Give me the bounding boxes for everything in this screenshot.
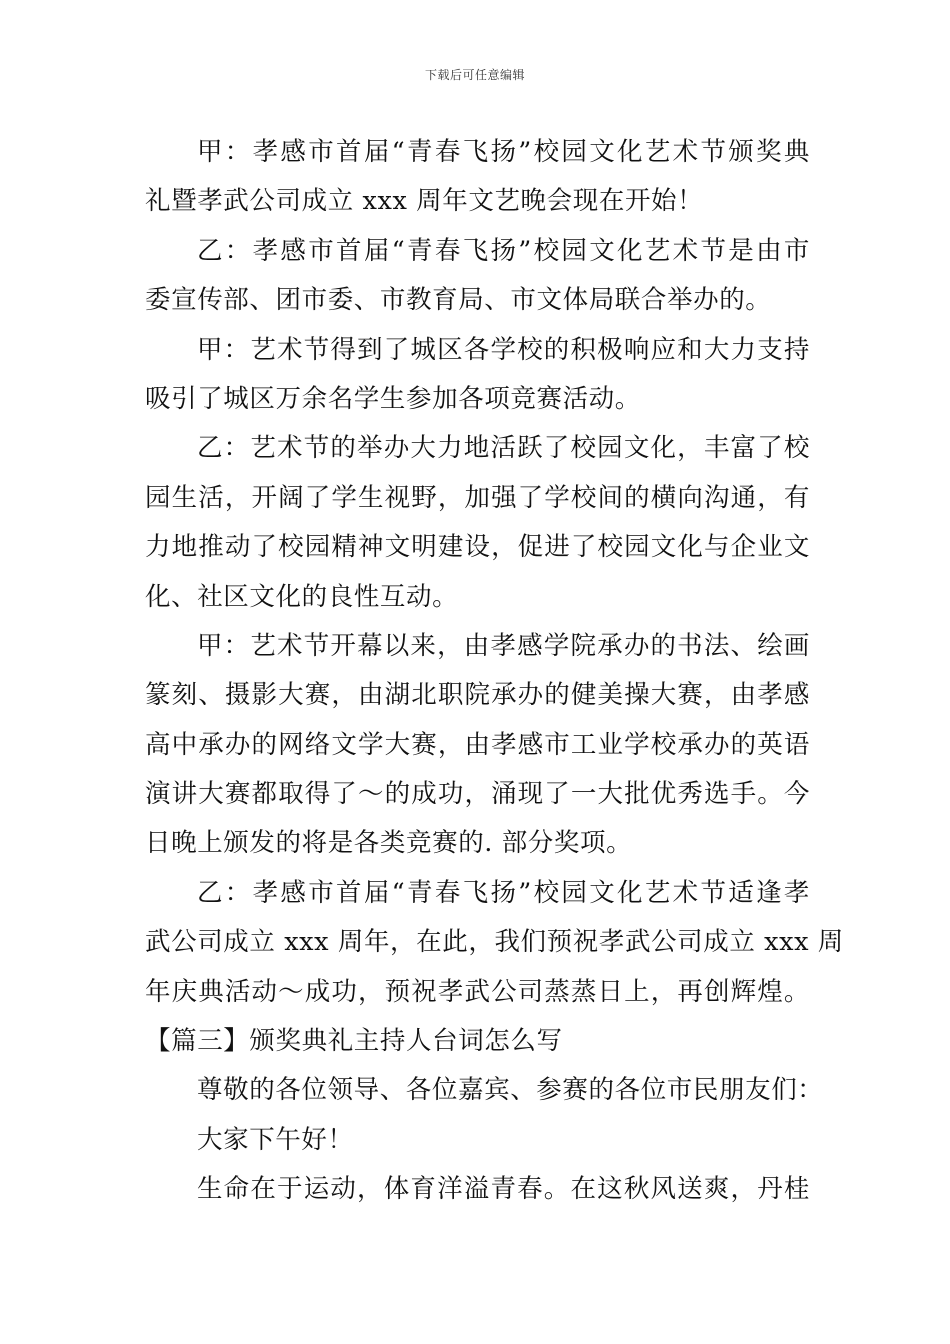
paragraph-line: 吸引了城区万余名学生参加各项竞赛活动。 [145,383,641,414]
paragraph-line: 委宣传部、团市委、市教育局、市文体局联合举办的。 [145,285,772,316]
paragraph-line: 年庆典活动～成功，预祝孝武公司蒸蒸日上，再创辉煌。 [145,976,810,1007]
paragraph-line: 篆刻、摄影大赛，由湖北职院承办的健美操大赛，由孝感 [145,680,810,711]
paragraph-line: 高中承办的网络文学大赛，由孝感市工业学校承办的英语 [145,729,810,760]
paragraph-line: 乙：孝感市首届“青春飞扬”校园文化艺术节是由市 [197,235,810,266]
paragraph-line: 武公司成立 xxx 周年，在此，我们预祝孝武公司成立 xxx 周 [145,927,844,958]
paragraph-line: 演讲大赛都取得了～的成功，涌现了一大批优秀选手。今 [145,779,810,810]
paragraph-line: 甲：艺术节开幕以来，由孝感学院承办的书法、绘画 [197,630,810,661]
page-header: 下载后可任意编辑 [424,68,525,82]
paragraph-line: 乙：艺术节的举办大力地活跃了校园文化，丰富了校 [197,433,810,464]
paragraph-line: 甲：孝感市首届“青春飞扬”校园文化艺术节颁奖典 [197,137,810,167]
document-body [145,128,844,1215]
paragraph-line: 乙：孝感市首届“青春飞扬”校园文化艺术节适逢孝 [197,877,810,908]
paragraph-line: 日晚上颁发的将是各类竞赛的. 部分奖项。 [145,828,633,859]
paragraph-line: 生命在于运动，体育洋溢青春。在这秋风送爽，丹桂 [197,1174,810,1205]
paragraph-line: 大家下午好！ [197,1124,354,1155]
paragraph-line: 化、社区文化的良性互动。 [145,581,459,612]
paragraph-line: 尊敬的各位领导、各位嘉宾、参赛的各位市民朋友们： [197,1075,824,1106]
section-heading: 【篇三】颁奖典礼主持人台词怎么写 [145,1026,563,1057]
paragraph-line: 力地推动了校园精神文明建设，促进了校园文化与企业文 [145,532,810,563]
paragraph-line: 甲：艺术节得到了城区各学校的积极响应和大力支持 [197,334,810,365]
paragraph-line: 园生活，开阔了学生视野，加强了学校间的横向沟通，有 [145,482,810,513]
paragraph-line: 礼暨孝武公司成立 xxx 周年文艺晚会现在开始！ [145,186,704,217]
